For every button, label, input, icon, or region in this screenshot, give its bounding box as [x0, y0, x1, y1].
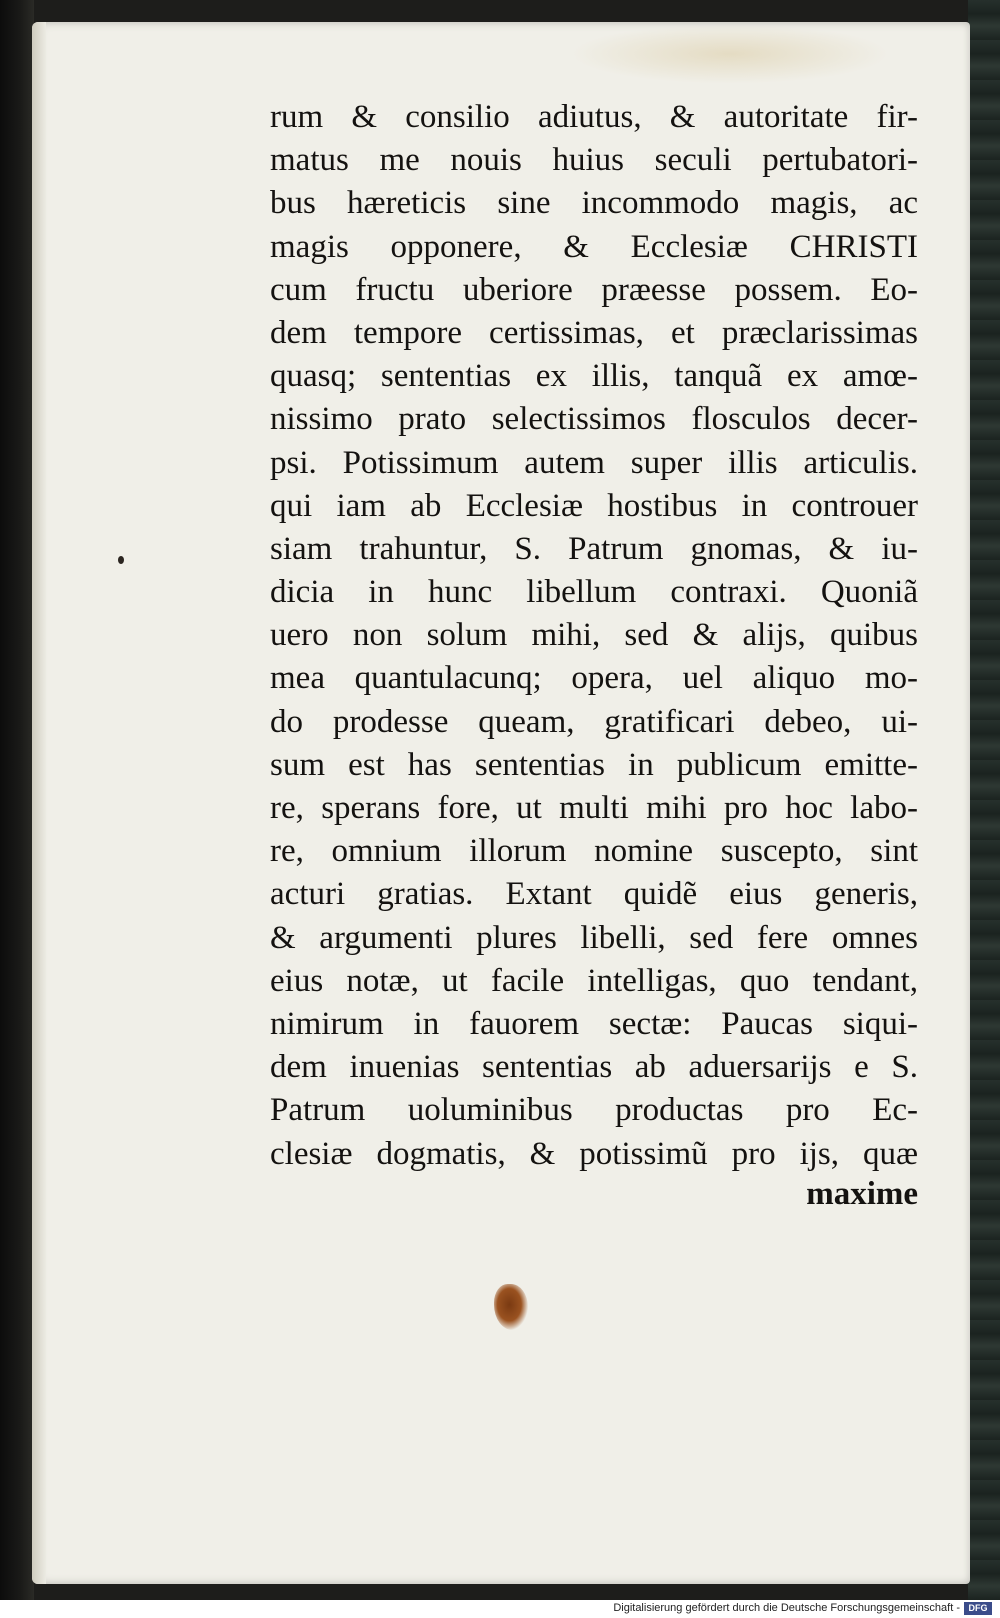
ink-blot	[494, 1284, 528, 1330]
text-line: & argumenti plures libelli, sed fere omnes	[270, 919, 918, 956]
dfg-logo-icon: DFG	[964, 1602, 992, 1615]
text-line: rum & consilio adiutus, & autoritate fir-	[270, 99, 918, 135]
text-line: nimirum in fauorem sectæ: Paucas siqui-	[270, 1005, 918, 1042]
text-line: dem inuenias sententias ab aduersarijs e S.	[270, 1049, 918, 1086]
text-line: bus hæreticis sine incommodo magis, ac	[270, 185, 918, 222]
text-line: acturi gratias. Extant quidẽ eius generis,	[270, 876, 918, 913]
ink-speck	[118, 556, 124, 564]
footer-credit: Digitalisierung gefördert durch die Deutsche Forschungsgemeinschaft -	[613, 1602, 960, 1614]
page-gutter	[32, 22, 46, 1584]
text-line: dicia in hunc libellum contraxi. Quoniã	[270, 574, 918, 611]
text-line: Patrum uoluminibus productas pro Ec-	[270, 1092, 918, 1129]
text-line: uero non solum mihi, sed & alijs, quibus	[270, 617, 918, 654]
text-line: do prodesse queam, gratificari debeo, ui-	[270, 703, 918, 740]
text-line: siam trahuntur, S. Patrum gnomas, & iu-	[270, 530, 918, 567]
text-line: sum est has sententias in publicum emitte-	[270, 746, 918, 783]
text-line: qui iam ab Ecclesiæ hostibus in controuer	[270, 487, 918, 524]
book-spine-right	[968, 0, 1000, 1600]
text-line: re, sperans fore, ut multi mihi pro hoc labo-	[270, 790, 918, 826]
text-line: magis opponere, & Ecclesiæ CHRISTI	[270, 228, 918, 265]
text-line: eius notæ, ut facile intelligas, quo tendant,	[270, 962, 918, 999]
text-line: psi. Potissimum autem super illis articulis.	[270, 444, 918, 481]
text-line: dem tempore certissimas, et præclarissimas	[270, 314, 918, 351]
text-line: matus me nouis huius seculi pertubatori-	[270, 142, 918, 179]
text-line: cum fructu uberiore præesse possem. Eo-	[270, 271, 918, 308]
catchword: maxime	[806, 1176, 918, 1212]
text-line: nissimo prato selectissimos flosculos decer-	[270, 401, 918, 438]
text-line: mea quantulacunq; opera, uel aliquo mo-	[270, 660, 918, 697]
text-line: clesiæ dogmatis, & potissimũ pro ijs, quæ	[270, 1135, 918, 1172]
text-line: re, omnium illorum nomine suscepto, sint	[270, 833, 918, 870]
text-line: quasq; sententias ex illis, tanquã ex amœ-	[270, 358, 918, 395]
body-text	[270, 96, 918, 1176]
book-spine-left	[0, 0, 34, 1600]
paper-stain	[570, 24, 890, 84]
